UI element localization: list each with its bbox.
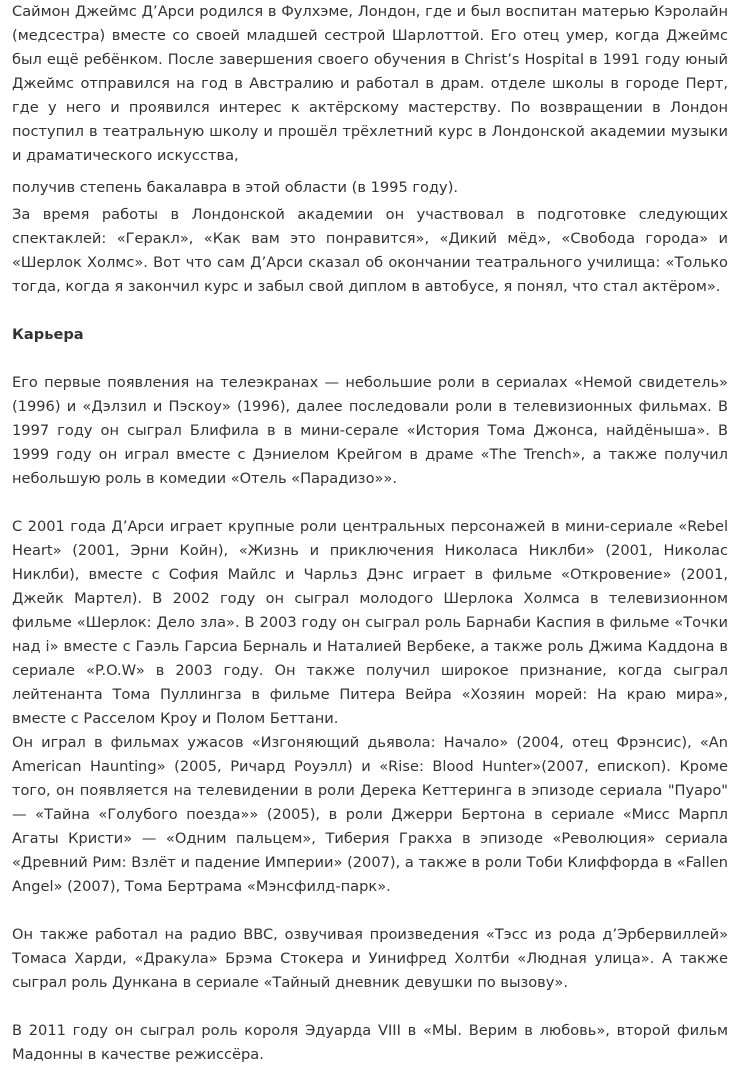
paragraph-radio-work: Он также работал на радио BBC, озвучивая произведения «Тэсс из рода д’Эрбервиллей» Томаса Харди, «Дракула» Брэма Стокера и Уинифред Холтби «Людная улица». А также сыграл роль Дункана в сериале «Тайный дневник девушки по вызову».	[12, 926, 728, 991]
paragraph-biography-end: получив степень бакалавра в этой области (в 1995 году).	[12, 179, 459, 196]
paragraph-biography-text: Саймон Джеймс Д’Арси родился в Фулхэме, Лондон, где и был воспитан матерью Кэролайн (медсестра) вместе со своей младшей сестрой Шарлоттой. Его отец умер, когда Джеймс был ещё ребёнком. После завершения своего обучения в Christ’s Hospital в 1991 году юный Джеймс отправился на год в Австралию и работал в драм. отделе школы в городе Перт, где у него и проявился интерес к актёрскому мастерству. По возвращении в Лондон поступил в театральную школу и прошёл трёхлетний курс в Лондонской академии музыки и драматического искусства,	[12, 3, 728, 164]
section-heading-career: Карьера	[12, 326, 84, 343]
paragraph-biography	[12, 0, 728, 200]
paragraph-horror-films: Он играл в фильмах ужасов «Изгоняющий дьявола: Начало» (2004, отец Фрэнсис), «An American Haunting» (2005, Ричард Роуэлл) и «Rise: Blood Hunter»(2007, епископ). Кроме того, он появляется на телевидении в роли Дерека Кеттеринга в эпизоде сериала "Пуаро" — «Тайна «Голубого поезда»» (2005), в роли Джерри Бертона в сериале «Мисс Марпл Агаты Кристи» — «Одним пальцем», Тиберия Гракха в эпизоде «Революция» сериала «Древний Рим: Взлёт и падение Империи» (2007), а также в роли Тоби Клиффорда в «Fallen Angel» (2007), Тома Бертрама «Мэнсфилд-парк».	[12, 734, 728, 895]
paragraph-madonna-film: В 2011 году он сыграл роль короля Эдуарда VIII в «МЫ. Верим в любовь», второй фильм Мадонны в качестве режиссёра.	[12, 1022, 728, 1063]
paragraph-early-roles: Его первые появления на телеэкранах — небольшие роли в сериалах «Немой свидетель» (1996) и «Дэлзил и Пэскоу» (1996), далее последовали роли в телевизионных фильмах. В 1997 году он сыграл Блифила в в мини-серале «История Тома Джонса, найдёныша». В 1999 году он играл вместе с Дэниелом Крейгом в драме «The Trench», а также получил небольшую роль в комедии «Отель «Парадизо»».	[12, 374, 728, 487]
paragraph-lead-roles: С 2001 года Д’Арси играет крупные роли центральных персонажей в мини-сериале «Rebel Heart» (2001, Эрни Койн), «Жизнь и приключения Николаса Никлби» (2001, Николас Никлби), вместе с София Майлс и Чарльз Дэнс играет в фильме «Откровение» (2001, Джейк Мартел). В 2002 году он сыграл молодого Шерлока Холмса в телевизионном фильме «Шерлок: Дело зла». В 2003 году он сыграл роль Барнаби Каспия в фильме «Точки над i» вместе с Гаэль Гарсиа Берналь и Наталией Вербеке, а также роль Джима Каддона в сериале «P.O.W» в 2003 году. Он также получил широкое признание, когда сыграл лейтенанта Тома Пуллингза в фильме Питера Вейра «Хозяин морей: На краю мира», вместе с Расселом Кроу и Полом Беттани.	[12, 518, 728, 727]
paragraph-academy: За время работы в Лондонской академии он участвовал в подготовке следующих спектаклей: «Геракл», «Как вам это понравится», «Дикий мёд», «Свобода города» и «Шерлок Холмс». Вот что сам Д’Арси сказал об окончании театрального училища: «Только тогда, когда я закончил курс и забыл свой диплом в автобусе, я понял, что стал актёром».	[12, 206, 728, 295]
